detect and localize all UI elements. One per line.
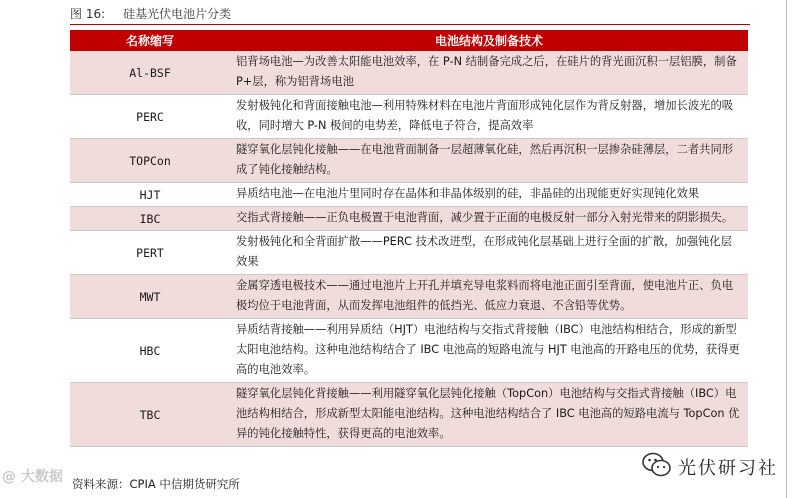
figure-title-text: 硅基光伏电池片分类 — [123, 7, 232, 21]
row-desc: 铝背场电池—为改善太阳能电池效率，在 P-N 结制备完成之后，在硅片的背光面沉积一层铝膜，制备 P+层，称为铝背场电池 — [230, 51, 748, 95]
figure-title — [70, 4, 750, 25]
row-desc: 发射极钝化和全背面扩散——PERC 技术改进型，在形成钝化层基础上进行全面的扩散，加强钝化层效果 — [230, 231, 748, 275]
table-row — [70, 51, 748, 95]
watermark-text: 光伏研习社 — [678, 458, 778, 479]
table-row — [70, 95, 748, 139]
table-row — [70, 183, 748, 207]
row-name: HBC — [70, 319, 230, 383]
page-edge-divider — [786, 0, 787, 498]
watermark-right — [642, 452, 778, 482]
row-desc: 金属穿透电极技术——通过电池片上开孔并填充导电浆料而将电池正面引至背面，使电池片正、负电极均位于电池背面，从而发挥电池组件的低挡光、低应力衰退、不含铅等优势。 — [230, 275, 748, 319]
row-desc: 异质结电池—在电池片里同时存在晶体和非晶体级别的硅，非晶硅的出现能更好实现钝化效果 — [230, 183, 748, 207]
row-name: IBC — [70, 207, 230, 231]
table-row — [70, 207, 748, 231]
classification-table — [70, 30, 748, 447]
watermark-left: @ 大数据 — [2, 469, 63, 485]
row-name: HJT — [70, 183, 230, 207]
row-name: PERC — [70, 95, 230, 139]
table-row — [70, 383, 748, 447]
row-name: TOPCon — [70, 139, 230, 183]
row-desc: 交指式背接触——正负电极置于电池背面，减少置于正面的电极反射一部分入射光带来的阴影损失。 — [230, 207, 748, 231]
header-name: 名称缩写 — [70, 30, 230, 51]
row-name: PERT — [70, 231, 230, 275]
figure-label: 图 16: — [70, 7, 106, 21]
table-row — [70, 139, 748, 183]
row-name: TBC — [70, 383, 230, 447]
row-desc: 发射极钝化和背面接触电池—利用特殊材料在电池片背面形成钝化层作为背反射器，增加长波光的吸收，同时增大 P-N 极间的电势差，降低电子符合，提高效率 — [230, 95, 748, 139]
header-desc: 电池结构及制备技术 — [230, 30, 748, 51]
table-header-row — [70, 30, 748, 51]
table-row — [70, 231, 748, 275]
row-desc: 隧穿氧化层钝化接触——在电池背面制备一层超薄氧化硅，然后再沉积一层掺杂硅薄层，二者共同形成了钝化接触结构。 — [230, 139, 748, 183]
row-name: Al-BSF — [70, 51, 230, 95]
row-desc: 隧穿氧化层钝化背接触——利用隧穿氧化层钝化接触（TopCon）电池结构与交指式背接触（IBC）电池结构相结合，形成新型太阳能电池结构。这种电池结构结合了 IBC 电池高的短路电流与 TopCon 优异的钝化接触特性，获得更高的电池效率。 — [230, 383, 748, 447]
table-row — [70, 319, 748, 383]
wechat-icon — [642, 452, 672, 482]
row-desc: 异质结背接触——利用异质结（HJT）电池结构与交指式背接触（IBC）电池结构相结合，形成的新型太阳电池结构。这种电池结构结合了 IBC 电池高的短路电流与 HJT 电池高的开路电压的优势，获得更高的电池效率。 — [230, 319, 748, 383]
table-row — [70, 275, 748, 319]
source-note: 资料来源：CPIA 中信期货研究所 — [72, 477, 240, 491]
row-name: MWT — [70, 275, 230, 319]
